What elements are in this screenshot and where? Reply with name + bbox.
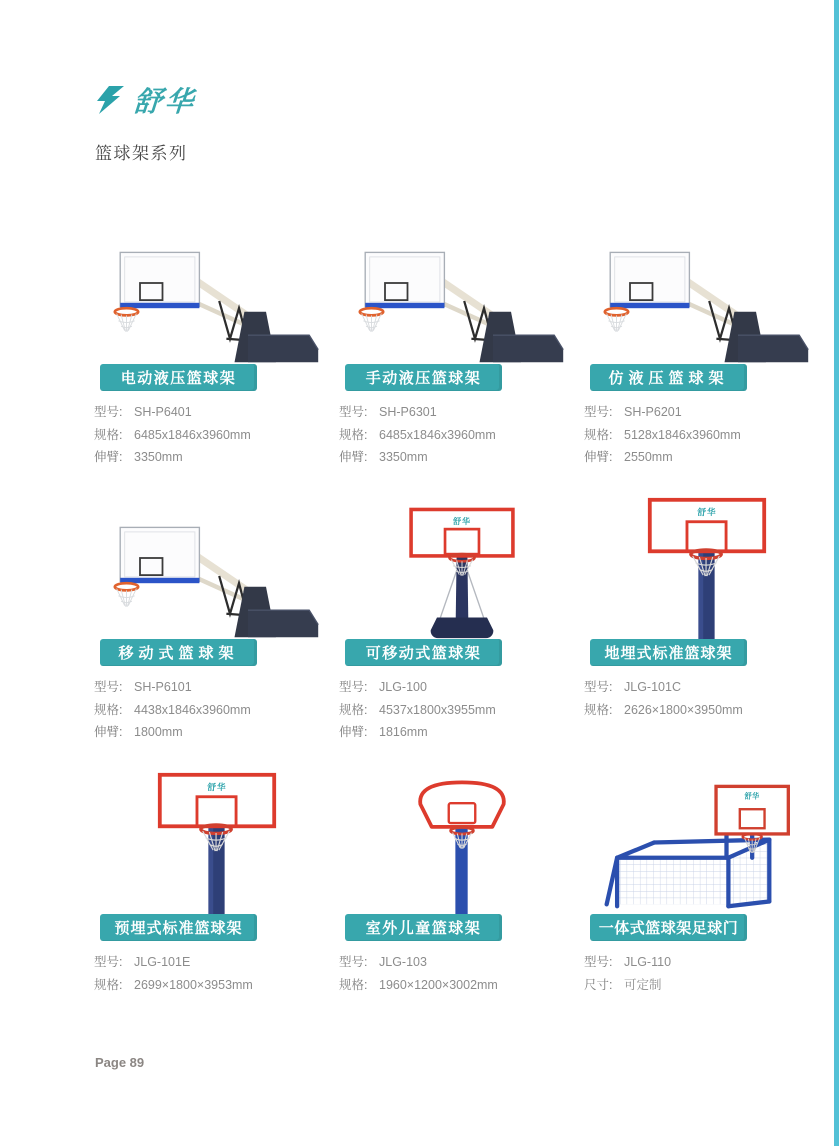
- spec-label: 规格:: [339, 702, 368, 717]
- spec-row: [584, 974, 829, 997]
- product-illustration-hydraulic: [113, 513, 320, 639]
- product-card: [339, 762, 584, 1037]
- product-specs: [94, 401, 339, 469]
- product-image: [584, 762, 829, 914]
- product-image: [584, 212, 829, 364]
- spec-label: 型号:: [584, 405, 613, 419]
- spec-label: 型号:: [339, 680, 368, 694]
- spec-row: [94, 446, 339, 469]
- product-title: 一体式篮球架足球门: [598, 920, 739, 937]
- spec-value: 2550mm: [624, 450, 673, 464]
- page-right-border: [834, 0, 839, 1146]
- product-image: [339, 487, 584, 639]
- spec-row: [339, 974, 584, 997]
- product-card: [339, 487, 584, 762]
- product-specs: [584, 401, 829, 469]
- spec-row: [339, 699, 584, 722]
- spec-row: [94, 676, 339, 699]
- spec-label: 伸臂:: [339, 725, 368, 739]
- product-illustration-inground: [645, 496, 769, 639]
- spec-row: [339, 676, 584, 699]
- product-title: 可移动式篮球架: [365, 645, 482, 662]
- product-title: 室外儿童篮球架: [365, 920, 482, 937]
- spec-value: 2626×1800×3950mm: [624, 702, 743, 717]
- spec-row: [339, 401, 584, 424]
- product-image: [94, 762, 339, 914]
- spec-label: 尺寸:: [584, 977, 613, 992]
- spec-row: [584, 446, 829, 469]
- spec-row: [94, 424, 339, 447]
- spec-value: 3350mm: [379, 450, 428, 464]
- product-card: [584, 212, 829, 487]
- product-title-badge: [590, 364, 747, 391]
- product-card: [339, 212, 584, 487]
- product-card: [584, 762, 829, 1037]
- spec-row: [94, 951, 339, 974]
- product-specs: [339, 951, 584, 996]
- product-illustration-portable: [386, 505, 538, 639]
- spec-value: JLG-100: [379, 680, 427, 694]
- spec-value: 6485x1846x3960mm: [379, 427, 496, 442]
- spec-row: [584, 401, 829, 424]
- product-title-badge: [100, 639, 257, 666]
- product-illustration-goal: [600, 771, 814, 914]
- spec-row: [584, 951, 829, 974]
- brand-bolt-icon: [95, 86, 127, 114]
- spec-row: [339, 721, 584, 744]
- product-title-badge: [345, 914, 502, 941]
- product-specs: [584, 951, 829, 996]
- product-title-badge: [345, 364, 502, 391]
- product-specs: [94, 951, 339, 996]
- spec-row: [94, 401, 339, 424]
- spec-row: [339, 446, 584, 469]
- spec-row: [339, 951, 584, 974]
- product-card: [584, 487, 829, 762]
- product-image: [339, 762, 584, 914]
- product-title-badge: [100, 364, 257, 391]
- product-illustration-hydraulic: [113, 238, 320, 364]
- product-title: 手动液压篮球架: [365, 370, 482, 387]
- spec-label: 型号:: [584, 680, 613, 694]
- product-card: [94, 487, 339, 762]
- product-image: [584, 487, 829, 639]
- product-illustration-kids: [405, 772, 519, 914]
- product-card: [94, 762, 339, 1037]
- spec-value: 1816mm: [379, 725, 428, 739]
- spec-label: 型号:: [584, 955, 613, 969]
- product-title-badge: [590, 914, 747, 941]
- brand-name: 舒华: [132, 86, 197, 117]
- spec-label: 规格:: [339, 977, 368, 992]
- product-grid: [94, 212, 830, 1037]
- spec-label: 伸臂:: [94, 725, 123, 739]
- page-number: Page 89: [95, 1055, 145, 1070]
- spec-row: [584, 424, 829, 447]
- product-illustration-hydraulic: [603, 238, 810, 364]
- product-title: 电动液压篮球架: [120, 370, 237, 387]
- spec-label: 型号:: [94, 955, 123, 969]
- product-image: [94, 212, 339, 364]
- product-title-badge: [100, 914, 257, 941]
- spec-value: SH-P6101: [134, 680, 192, 694]
- product-specs: [584, 676, 829, 721]
- spec-row: [94, 974, 339, 997]
- brand-logo: [95, 80, 196, 120]
- product-title: 仿液压篮球架: [608, 370, 729, 387]
- spec-row: [584, 699, 829, 722]
- spec-value: JLG-101E: [134, 955, 191, 969]
- spec-value: 4438x1846x3960mm: [134, 702, 251, 717]
- spec-label: 规格:: [94, 977, 123, 992]
- spec-value: 4537x1800x3955mm: [379, 702, 496, 717]
- spec-value: JLG-101C: [624, 680, 681, 694]
- spec-value: JLG-103: [379, 955, 427, 969]
- product-specs: [339, 401, 584, 469]
- spec-value: SH-P6301: [379, 405, 437, 419]
- spec-value: JLG-110: [624, 955, 672, 969]
- product-title-badge: [590, 639, 747, 666]
- spec-label: 型号:: [339, 955, 368, 969]
- spec-label: 伸臂:: [339, 450, 368, 464]
- product-specs: [339, 676, 584, 744]
- product-title: 地埋式标准篮球架: [604, 645, 733, 662]
- spec-value: 1960×1200×3002mm: [379, 977, 498, 992]
- spec-value: 6485x1846x3960mm: [134, 427, 251, 442]
- spec-value: SH-P6201: [624, 405, 682, 419]
- product-title: 预埋式标准篮球架: [114, 920, 243, 937]
- spec-row: [339, 424, 584, 447]
- spec-value: 可定制: [624, 977, 662, 992]
- spec-label: 型号:: [94, 680, 123, 694]
- product-specs: [94, 676, 339, 744]
- spec-row: [94, 699, 339, 722]
- spec-value: 1800mm: [134, 725, 183, 739]
- product-card: [94, 212, 339, 487]
- product-image: [339, 212, 584, 364]
- spec-label: 规格:: [584, 702, 613, 717]
- spec-label: 规格:: [94, 702, 123, 717]
- spec-label: 伸臂:: [94, 450, 123, 464]
- spec-value: SH-P6401: [134, 405, 192, 419]
- spec-label: 伸臂:: [584, 450, 613, 464]
- product-image: [94, 487, 339, 639]
- spec-row: [584, 676, 829, 699]
- spec-label: 规格:: [339, 427, 368, 442]
- spec-row: [94, 721, 339, 744]
- spec-value: 5128x1846x3960mm: [624, 427, 741, 442]
- spec-label: 规格:: [94, 427, 123, 442]
- product-illustration-inground: [155, 771, 279, 914]
- spec-label: 规格:: [584, 427, 613, 442]
- product-title-badge: [345, 639, 502, 666]
- product-title: 移动式篮球架: [118, 645, 239, 662]
- product-illustration-hydraulic: [358, 238, 565, 364]
- spec-value: 2699×1800×3953mm: [134, 977, 253, 992]
- spec-label: 型号:: [339, 405, 368, 419]
- spec-label: 型号:: [94, 405, 123, 419]
- spec-value: 3350mm: [134, 450, 183, 464]
- page-title: 篮球架系列: [95, 144, 188, 163]
